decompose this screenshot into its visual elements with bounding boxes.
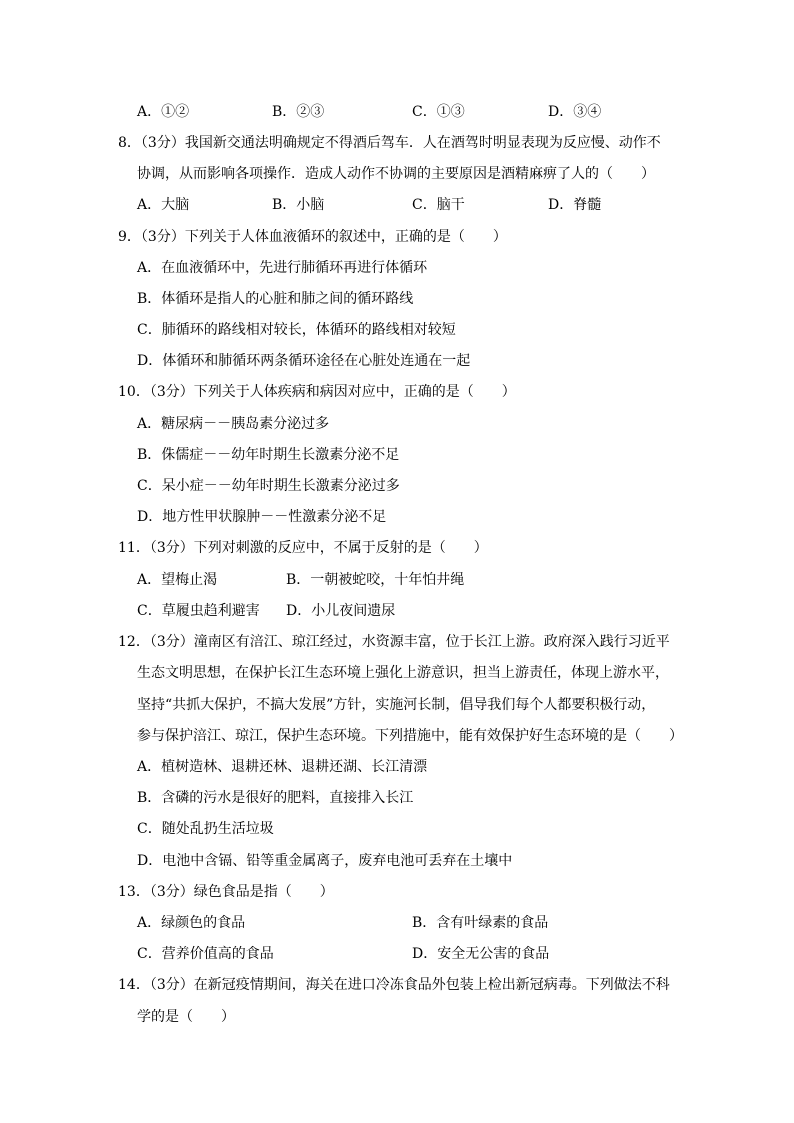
option-a: A．植树造林、退耕还林、退耕还湖、长江清漂 (137, 759, 428, 775)
question-stem-continued: 学的是（ ） (137, 1009, 235, 1025)
option-c: C．脑干 (412, 197, 465, 213)
option-d: D．③④ (548, 104, 602, 120)
question-stem: 10．（3分）下列关于人体疾病和病因对应中，正确的是（ ） (118, 384, 516, 400)
option-a: A．①② (137, 104, 190, 120)
option-b: B．侏儒症－－幼年时期生长激素分泌不足 (137, 447, 400, 463)
option-d: D．地方性甲状腺肿－－性激素分泌不足 (137, 509, 387, 525)
option-b: B．一朝被蛇咬，十年怕井绳 (286, 572, 465, 588)
option-a: A．大脑 (137, 197, 190, 213)
question-stem-continued: 协调，从而影响各项操作．造成人动作不协调的主要原因是酒精麻痹了人的（ ） (137, 166, 655, 182)
option-c: C．①③ (412, 104, 465, 120)
question-stem: 12．（3分）潼南区有涪江、琼江经过，水资源丰富，位于长江上游。政府深入践行习近平 (118, 634, 670, 650)
question-stem: 14．（3分）在新冠疫情期间，海关在进口冷冻食品外包装上检出新冠病毒。下列做法不科 (118, 977, 670, 993)
option-b: B．②③ (272, 104, 325, 120)
option-d: D．安全无公害的食品 (412, 946, 550, 962)
option-d: D．体循环和肺循环两条循环途径在心脏处连通在一起 (137, 353, 471, 369)
question-stem: 11．（3分）下列对刺激的反应中，不属于反射的是（ ） (118, 540, 488, 556)
option-d: D．脊髓 (548, 197, 602, 213)
question-stem: 9．（3分）下列关于人体血液循环的叙述中，正确的是（ ） (118, 229, 507, 245)
option-d: D．电池中含镉、铅等重金属离子，废弃电池可丢弃在土壤中 (137, 853, 513, 869)
option-a: A．望梅止渴 (137, 572, 218, 588)
option-a: A．糖尿病－－胰岛素分泌过多 (137, 416, 330, 432)
option-a: A．绿颜色的食品 (137, 915, 246, 931)
option-b: B．含磷的污水是很好的肥料，直接排入长江 (137, 790, 414, 806)
question-stem-continued: 参与保护涪江、琼江，保护生态环境。下列措施中，能有效保护好生态环境的是（ ） (137, 728, 683, 744)
option-d: D．小儿夜间遗尿 (286, 603, 396, 619)
option-c: C．呆小症－－幼年时期生长激素分泌过多 (137, 478, 400, 494)
question-stem-continued: 生态文明思想，在保护长江生态环境上强化上游意识，担当上游责任，体现上游水平， (137, 665, 669, 681)
option-c: C．随处乱扔生活垃圾 (137, 821, 274, 837)
option-a: A．在血液循环中，先进行肺循环再进行体循环 (137, 260, 428, 276)
option-c: C．肺循环的路线相对较长，体循环的路线相对较短 (137, 322, 456, 338)
question-stem: 13．（3分）绿色食品是指（ ） (118, 884, 334, 900)
option-c: C．草履虫趋利避害 (137, 603, 260, 619)
option-c: C．营养价值高的食品 (137, 946, 274, 962)
option-b: B．体循环是指人的心脏和肺之间的循环路线 (137, 291, 414, 307)
question-stem: 8．（3分）我国新交通法明确规定不得酒后驾车．人在酒驾时明显表现为反应慢、动作不 (118, 135, 661, 151)
option-b: B．小脑 (272, 197, 325, 213)
option-b: B．含有叶绿素的食品 (412, 915, 549, 931)
question-stem-continued: 坚持“共抓大保护，不搞大发展”方针，实施河长制，倡导我们每个人都要积极行动， (137, 697, 656, 713)
